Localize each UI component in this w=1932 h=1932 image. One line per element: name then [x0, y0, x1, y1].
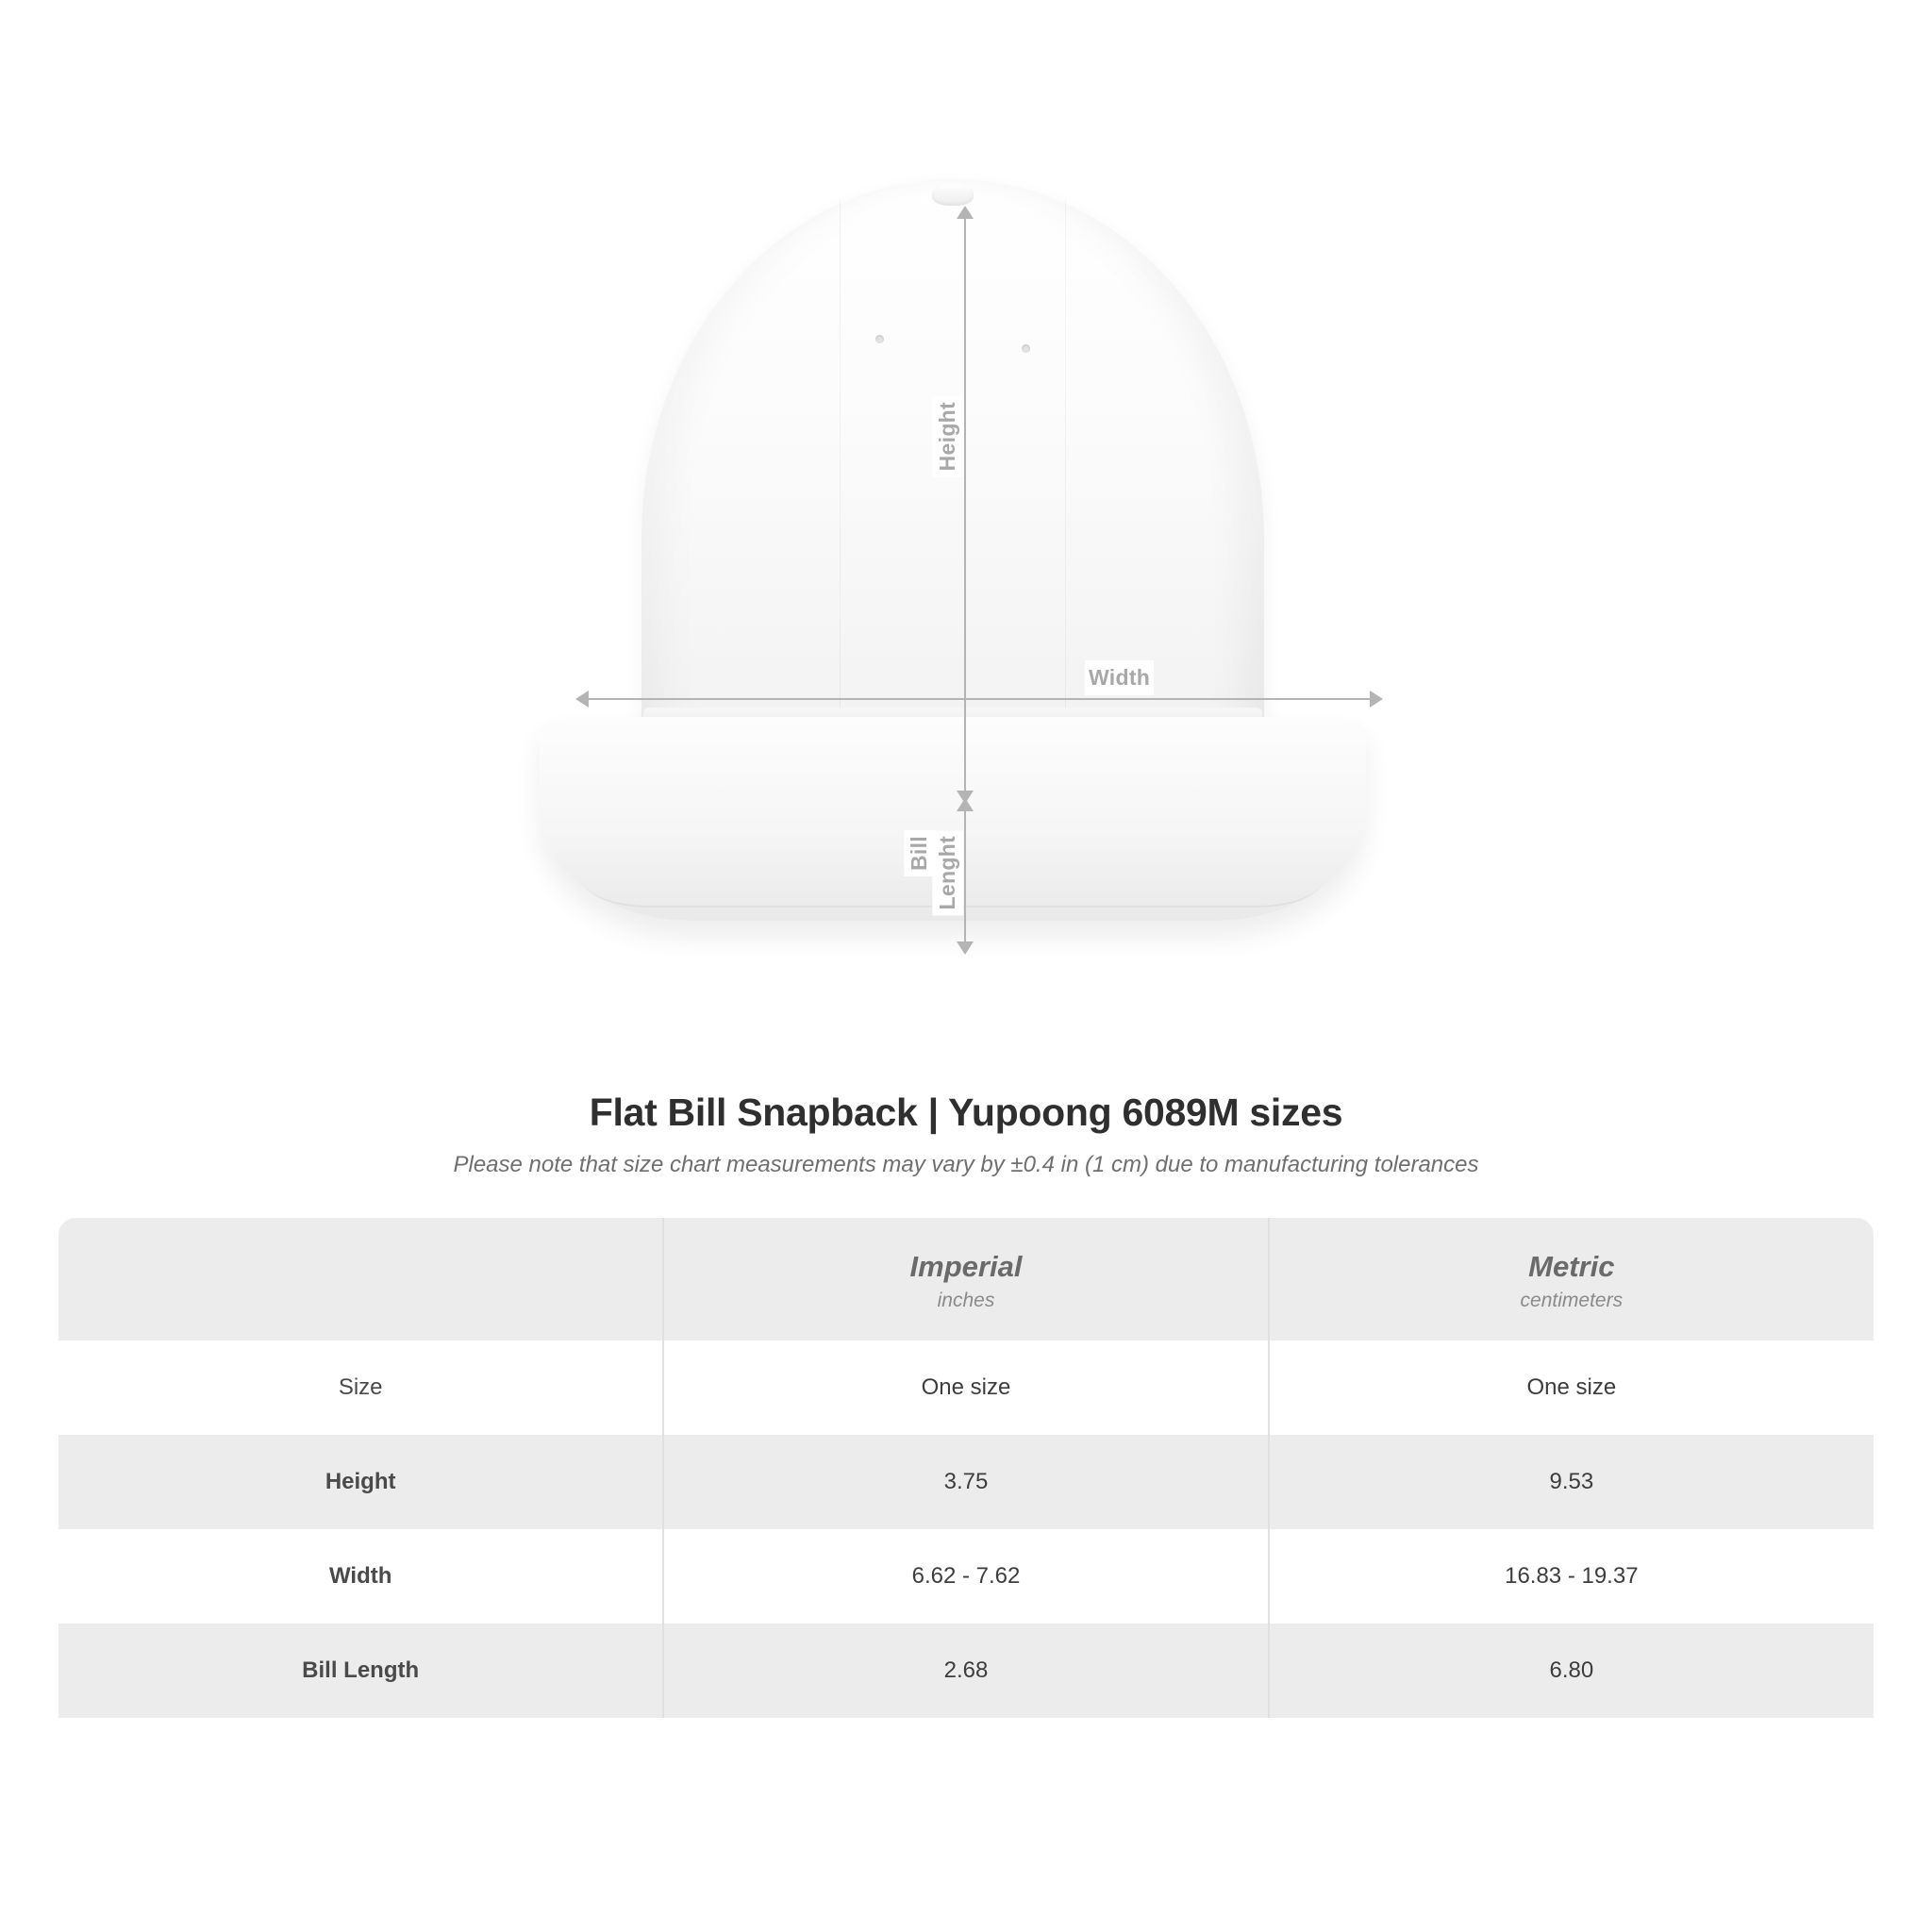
cell-width-metric: 16.83 - 19.37 — [1269, 1529, 1874, 1624]
size-chart-table — [58, 1218, 1874, 1718]
crown-seam-left — [840, 200, 841, 736]
table-header-row — [58, 1218, 1874, 1341]
bill-length-guide-arrow-bottom — [957, 941, 974, 955]
row-label-width: Width — [58, 1529, 663, 1624]
row-label-height: Height — [58, 1435, 663, 1529]
imperial-unit-sub: inches — [937, 1290, 995, 1311]
header-spacer-cell — [58, 1218, 663, 1341]
metric-unit-sub: centimeters — [1520, 1290, 1624, 1311]
cell-height-imperial: 3.75 — [663, 1435, 1268, 1529]
bill-length-guide-line — [964, 809, 966, 953]
height-guide-arrow-top — [957, 206, 974, 219]
height-guide-line — [964, 217, 966, 802]
imperial-unit-name: Imperial — [909, 1250, 1023, 1283]
cell-height-metric: 9.53 — [1269, 1435, 1874, 1529]
table-row — [58, 1624, 1874, 1718]
table-row — [58, 1529, 1874, 1624]
row-label-size: Size — [58, 1341, 663, 1435]
chart-header — [0, 1091, 1932, 1178]
bill-length-guide-label-line2: Lenght — [932, 830, 963, 915]
width-guide-arrow-right — [1370, 691, 1383, 708]
width-guide-arrow-left — [575, 691, 589, 708]
cap-eyelet-right — [1022, 344, 1030, 353]
header-imperial-cell — [663, 1218, 1268, 1341]
bill-length-guide-label-line1: Bill — [904, 830, 935, 876]
row-label-bill-length: Bill Length — [58, 1624, 663, 1718]
width-guide-line — [587, 698, 1381, 700]
cell-size-metric: One size — [1269, 1341, 1874, 1435]
cap-button — [932, 183, 974, 206]
table-row — [58, 1435, 1874, 1529]
cell-size-imperial: One size — [663, 1341, 1268, 1435]
width-guide-label: Width — [1085, 660, 1154, 695]
bill-length-guide-arrow-top — [957, 798, 974, 811]
page-title: Flat Bill Snapback | Yupoong 6089M sizes — [589, 1091, 1343, 1134]
cell-width-imperial: 6.62 - 7.62 — [663, 1529, 1268, 1624]
header-metric-cell — [1269, 1218, 1874, 1341]
size-chart-table-wrapper — [58, 1218, 1874, 1718]
table-row — [58, 1341, 1874, 1435]
height-guide-label: Height — [932, 396, 963, 476]
cap-eyelet-left — [875, 335, 884, 343]
crown-seam-right — [1065, 200, 1066, 736]
cell-bill-length-imperial: 2.68 — [663, 1624, 1268, 1718]
metric-unit-name: Metric — [1528, 1250, 1615, 1283]
cell-bill-length-metric: 6.80 — [1269, 1624, 1874, 1718]
tolerance-note: Please note that size chart measurements may vary by ±0.4 in (1 cm) due to manufacturing tolerances — [453, 1152, 1479, 1177]
